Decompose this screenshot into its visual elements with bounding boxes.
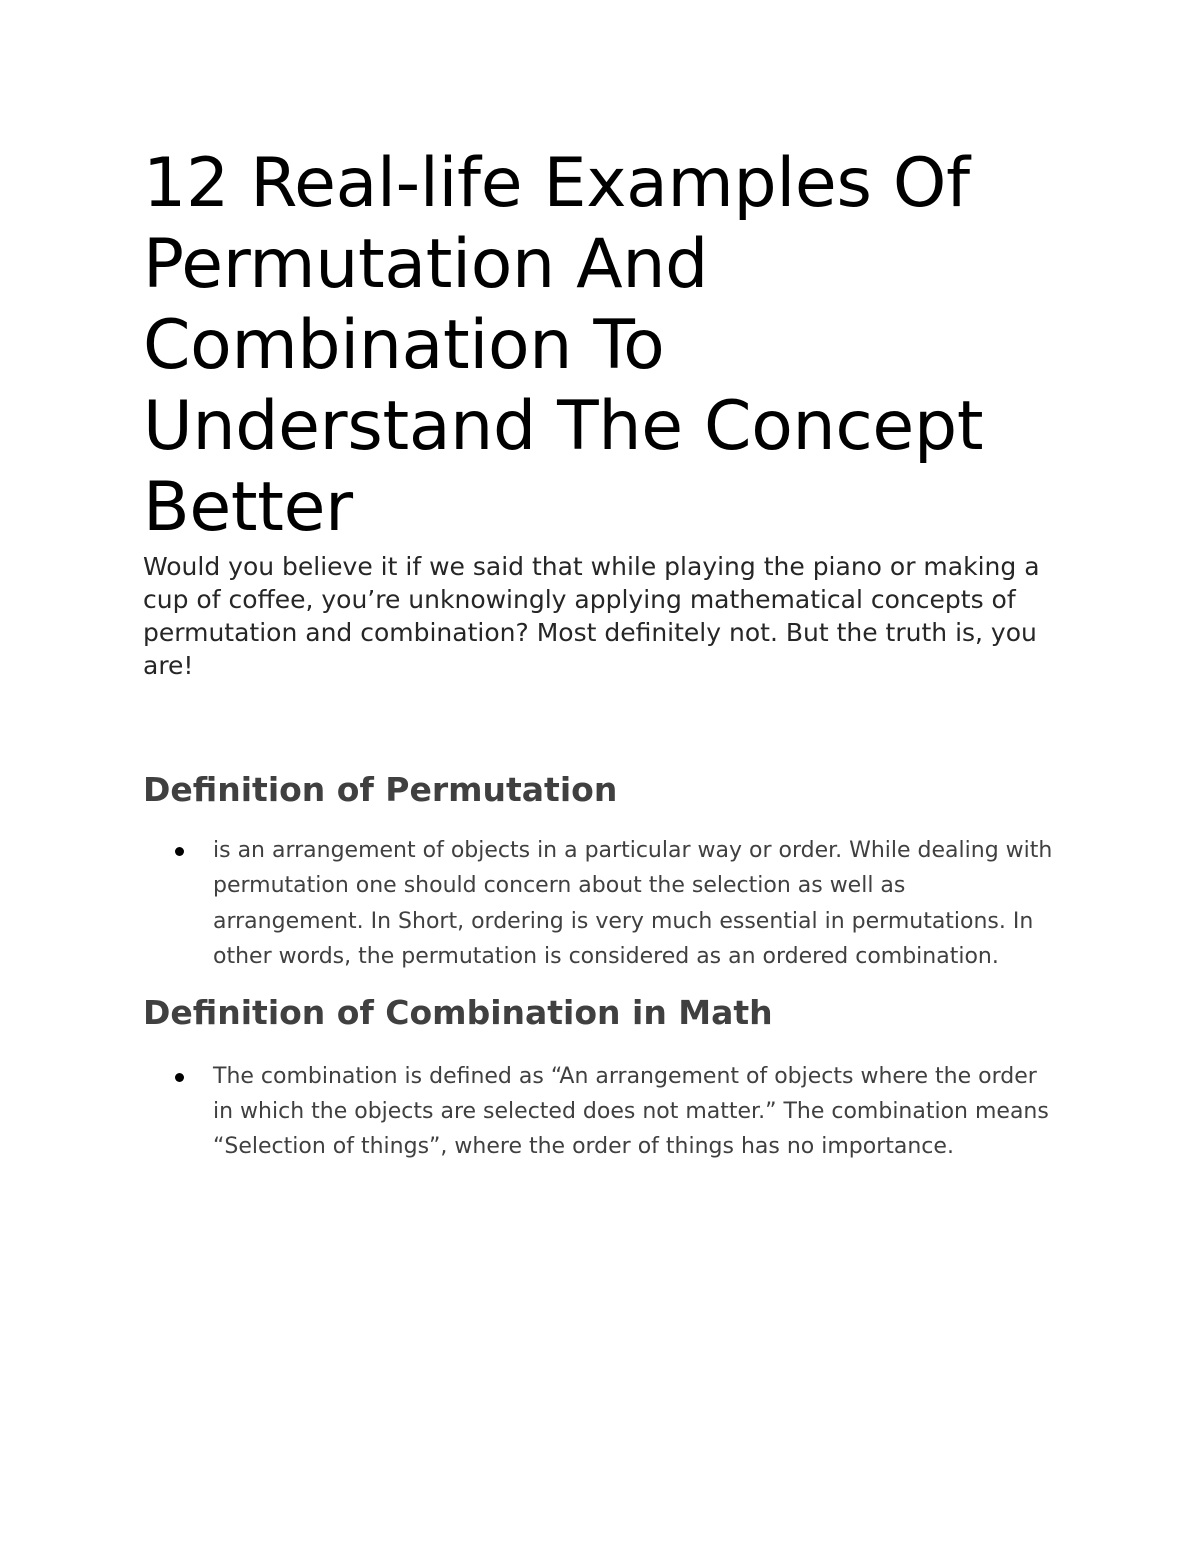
list-item bbox=[143, 1059, 1058, 1165]
combination-heading: Definition of Combination in Math bbox=[143, 992, 773, 1032]
bullet-icon bbox=[175, 847, 184, 856]
combination-list bbox=[143, 1059, 1073, 1165]
document-body bbox=[143, 143, 1073, 1165]
bullet-icon bbox=[175, 1073, 184, 1082]
list-item-text: is an arrangement of objects in a particular way or order. While dealing with permutation one should concern about the selection as well as arrangement. In Short, ordering is very much essential in permutations. In other words, the permutation is considered as an ordered combination. bbox=[213, 838, 1053, 970]
permutation-heading: Definition of Permutation bbox=[143, 770, 618, 809]
document-title: 12 Real-life Examples Of Permutation And Combination To Understand The Concept Better bbox=[143, 144, 984, 547]
list-item bbox=[143, 833, 1058, 975]
intro-paragraph: Would you believe it if we said that while playing the piano or making a cup of coffee, you’re unknowingly applying mathematical concepts of permutation and combination? Most definitely not. But the truth is, you are! bbox=[143, 552, 1040, 680]
list-item-text: The combination is defined as “An arrangement of objects where the order in which the objects are selected does not matter.” The combination means “Selection of things”, where the order of things has no importance. bbox=[213, 1063, 1049, 1160]
permutation-list bbox=[143, 833, 1073, 975]
